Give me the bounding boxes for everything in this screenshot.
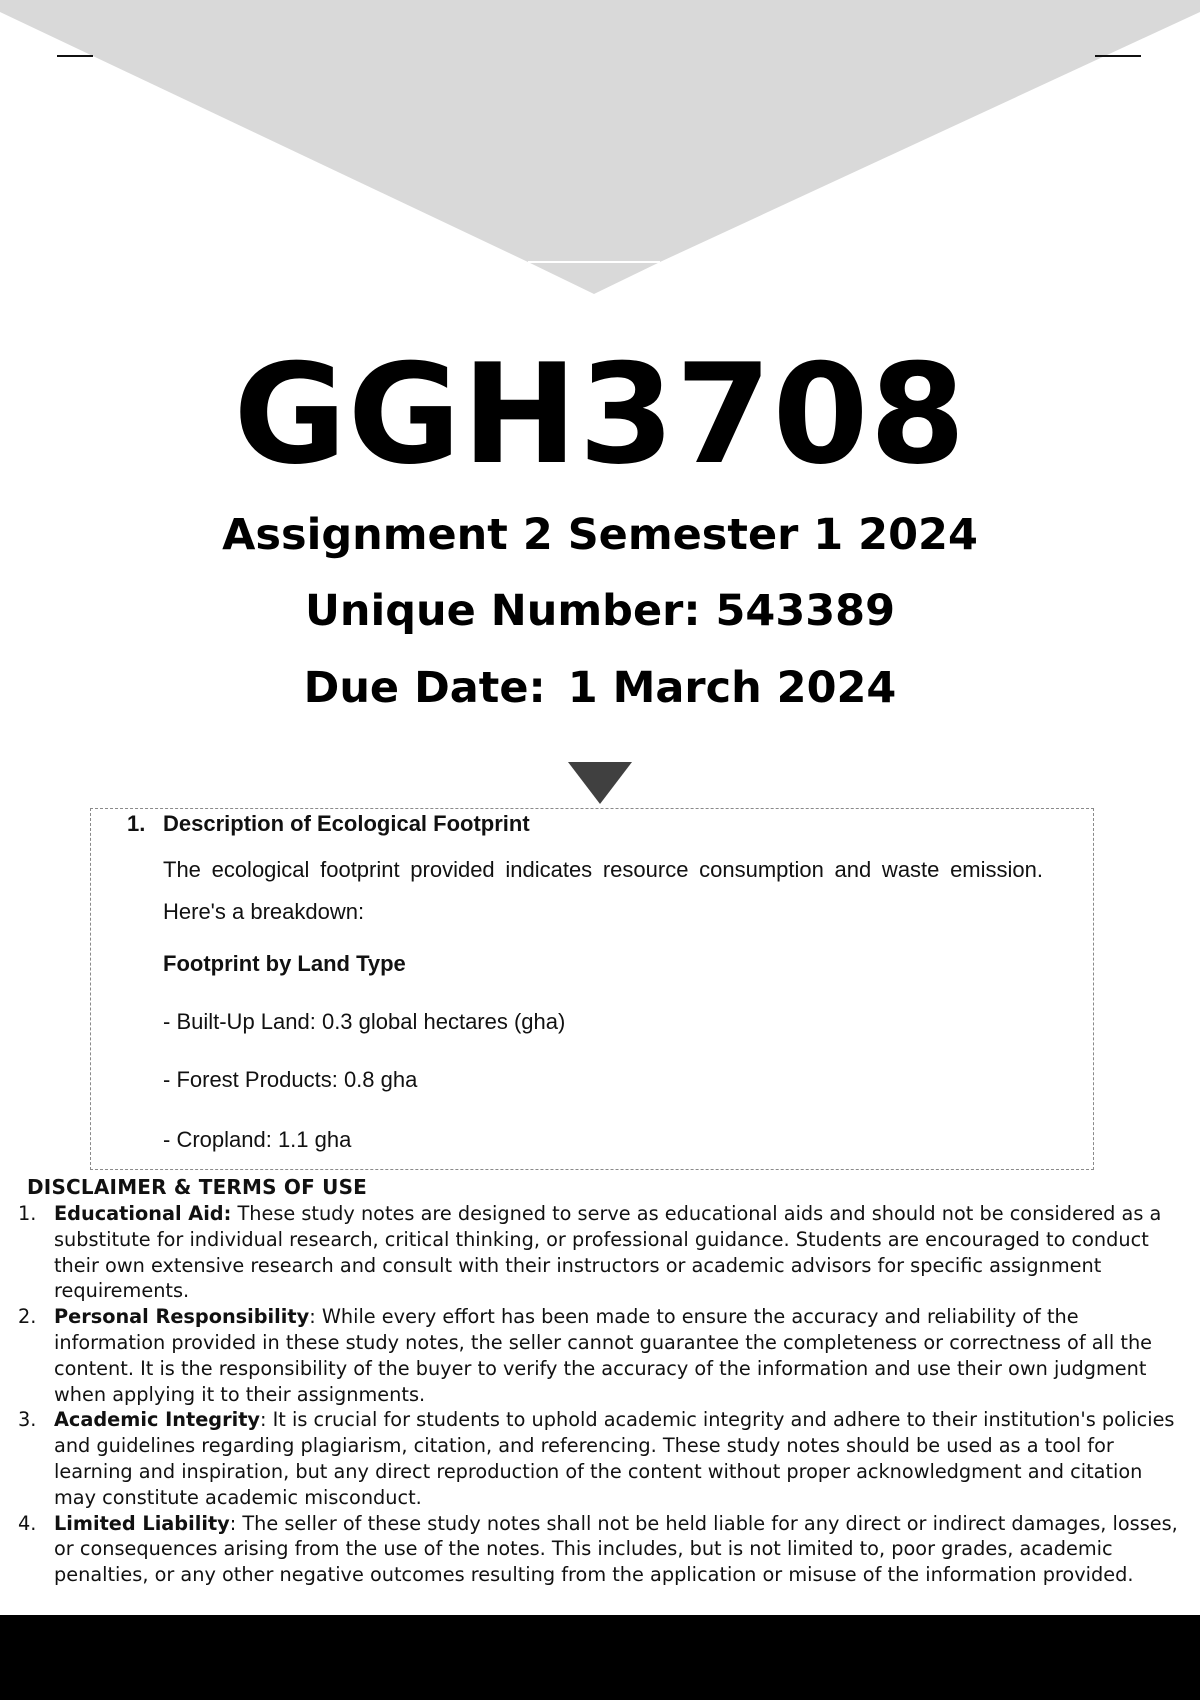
header-banner	[0, 0, 1200, 300]
disclaimer-title: DISCLAIMER & TERMS OF USE	[27, 1175, 368, 1199]
due-date	[0, 660, 1200, 716]
disclaimer-item-text: : While every effort has been made to ensure the accuracy and reliability of the information provided in these study notes, the seller cannot guarantee the completeness or correctness of all the content. It is the responsibility of the buyer to verify the accuracy of the information and use their own judgment when applying it to their assignments.	[54, 1305, 1153, 1406]
due-date-value: 1 March 2024	[567, 663, 897, 713]
preview-heading-number: 1.	[127, 811, 146, 836]
disclaimer-item	[0, 1304, 1200, 1407]
disclaimer-item-term: Educational Aid:	[54, 1202, 232, 1225]
disclaimer-item-text: These study notes are designed to serve as educational aids and should not be considered as a substitute for individual research, critical thinking, or professional guidance. Students are encouraged to conduct their own extensive research and consult with their instructors or academic advisors for specific assignment requirements.	[54, 1202, 1162, 1303]
disclaimer-item-number: 3.	[18, 1408, 37, 1432]
disclaimer-item-number: 2.	[18, 1305, 37, 1329]
assignment-subtitle: Assignment 2 Semester 1 2024	[222, 510, 978, 560]
due-date-label: Due Date:	[303, 663, 546, 713]
disclaimer-item	[0, 1201, 1200, 1304]
preview-heading	[127, 809, 530, 839]
preview-bullet: - Forest Products: 0.8 gha	[163, 1067, 418, 1092]
disclaimer-list	[0, 1201, 1200, 1588]
preview-subheading: Footprint by Land Type	[163, 951, 406, 976]
banner-chevron	[0, 0, 1200, 294]
unique-number: Unique Number: 543389	[304, 586, 896, 636]
disclaimer-item-number: 1.	[18, 1202, 37, 1225]
disclaimer-item-term: Academic Integrity	[54, 1408, 260, 1432]
disclaimer-item-text: : The seller of these study notes shall not be held liable for any direct or indirect damages, losses, or consequences arising from the use of the notes. This includes, but is not limited to, poor grades, academic penalties, or any other negative outcomes resulting from the application or misuse of the information provided.	[54, 1511, 1178, 1587]
disclaimer-item-term: Personal Responsibility	[54, 1305, 310, 1329]
disclaimer-item-number: 4.	[18, 1511, 37, 1535]
preview-paragraph: The ecological footprint provided indicates resource consumption and waste emission. Here's a breakdown:	[163, 857, 1043, 924]
preview-heading-text: Description of Ecological Footprint	[163, 811, 530, 836]
preview-bullet: - Built-Up Land: 0.3 global hectares (gha)	[163, 1009, 566, 1034]
corner-mark-left	[57, 55, 93, 57]
disclaimer-item	[0, 1511, 1200, 1588]
disclaimer-item-text: : It is crucial for students to uphold academic integrity and adhere to their institution's policies and guidelines regarding plagiarism, citation, and referencing. These study notes should be used as a tool for learning and inspiration, but any direct reproduction of the content without proper acknowledgment and citation may constitute academic misconduct.	[54, 1408, 1175, 1509]
course-code-title: GGH3708	[233, 334, 967, 495]
preview-bullet: - Cropland: 1.1 gha	[163, 1127, 352, 1152]
corner-mark-right	[1095, 55, 1141, 57]
down-arrow-icon	[568, 762, 632, 804]
footer-bar	[0, 1615, 1200, 1700]
disclaimer-item-term: Limited Liability	[54, 1511, 230, 1535]
disclaimer-item	[0, 1407, 1200, 1510]
preview-excerpt	[90, 808, 1094, 1170]
